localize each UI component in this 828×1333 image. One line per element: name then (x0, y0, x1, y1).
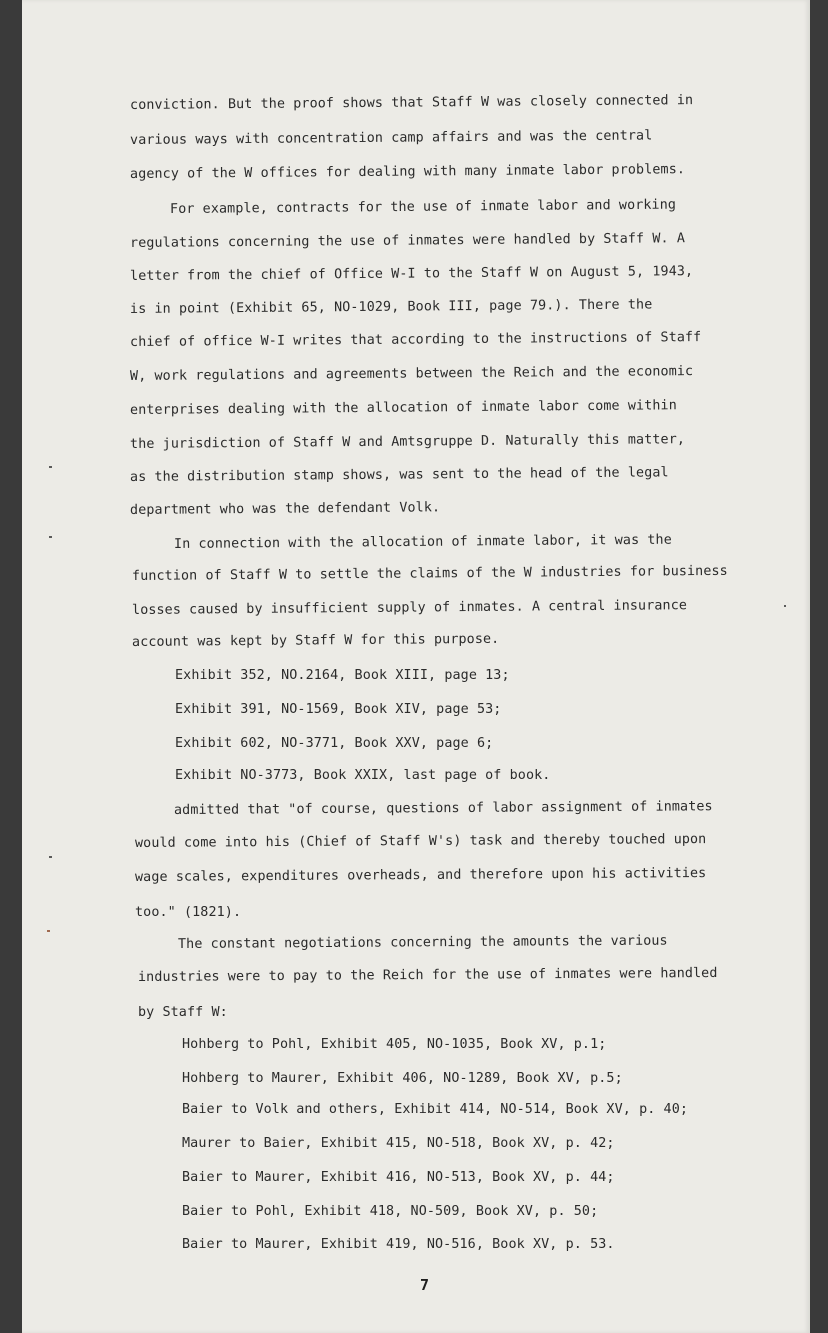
text-line: too." (1821). (135, 905, 242, 920)
margin-speck (49, 856, 52, 858)
text-line: would come into his (Chief of Staff W's) task and thereby touched upon (134, 832, 707, 851)
text-line: Hohberg to Pohl, Exhibit 405, NO-1035, Book XV, p.1; (182, 1037, 607, 1052)
text-line: as the distribution stamp shows, was sent to the head of the legal (129, 465, 669, 485)
margin-speck (49, 536, 52, 538)
text-line: Exhibit 602, NO-3771, Book XXV, page 6; (175, 736, 494, 751)
text-line: Maurer to Baier, Exhibit 415, NO-518, Book XV, p. 42; (182, 1136, 615, 1151)
text-line: Hohberg to Maurer, Exhibit 406, NO-1289, Book XV, p.5; (182, 1071, 623, 1086)
text-line: Baier to Volk and others, Exhibit 414, NO-514, Book XV, p. 40; (182, 1102, 689, 1117)
text-line: Baier to Pohl, Exhibit 418, NO-509, Book XV, p. 50; (182, 1204, 599, 1219)
text-line: In connection with the allocation of inmate labor, it was the (173, 532, 672, 552)
text-line: chief of office W-I writes that according to the instructions of Staff (129, 330, 702, 350)
margin-speck (784, 605, 786, 607)
text-line: For example, contracts for the use of inmate labor and working (169, 197, 677, 217)
text-line: losses caused by insufficient supply of inmates. A central insurance (131, 598, 688, 618)
text-line: The constant negotiations concerning the amounts the various (177, 933, 668, 952)
page-number: 7 (420, 1276, 430, 1294)
text-line: W, work regulations and agreements between the Reich and the economic (129, 364, 694, 384)
text-line: account was kept by Staff W for this purpose. (131, 631, 500, 650)
text-line: Exhibit 391, NO-1569, Book XIV, page 53; (175, 702, 502, 717)
text-line: by Staff W: (138, 1005, 228, 1020)
text-line: department who was the defendant Volk. (129, 500, 441, 518)
text-line: wage scales, expenditures overheads, and therefore upon his activities (134, 866, 707, 885)
text-line: is in point (Exhibit 65, NO-1029, Book III, page 79.). There the (129, 297, 653, 317)
text-line: agency of the W offices for dealing with many inmate labor problems. (129, 162, 686, 182)
text-line: the jurisdiction of Staff W and Amtsgruppe D. Naturally this matter, (129, 432, 686, 452)
text-line: conviction. But the proof shows that Staff W was closely connected in (129, 93, 694, 113)
text-line: Exhibit 352, NO.2164, Book XIII, page 13; (175, 668, 510, 683)
text-line: Baier to Maurer, Exhibit 419, NO-516, Book XV, p. 53. (182, 1237, 615, 1252)
text-line: Baier to Maurer, Exhibit 416, NO-513, Book XV, p. 44; (182, 1170, 615, 1185)
text-line: enterprises dealing with the allocation of inmate labor come within (129, 398, 677, 418)
margin-speck (47, 930, 50, 932)
text-line: admitted that "of course, questions of labor assignment of inmates (173, 799, 713, 818)
text-line: function of Staff W to settle the claims of the W industries for business (131, 563, 728, 584)
text-line: Exhibit NO-3773, Book XXIX, last page of book. (175, 768, 551, 783)
text-line: letter from the chief of Office W-I to the Staff W on August 5, 1943, (129, 264, 694, 284)
text-line: industries were to pay to the Reich for the use of inmates were handled (137, 965, 718, 985)
text-line: various ways with concentration camp affairs and was the central (129, 128, 653, 148)
margin-speck (49, 466, 52, 468)
text-line: regulations concerning the use of inmates were handled by Staff W. A (129, 231, 686, 251)
document-page (22, 0, 810, 1333)
